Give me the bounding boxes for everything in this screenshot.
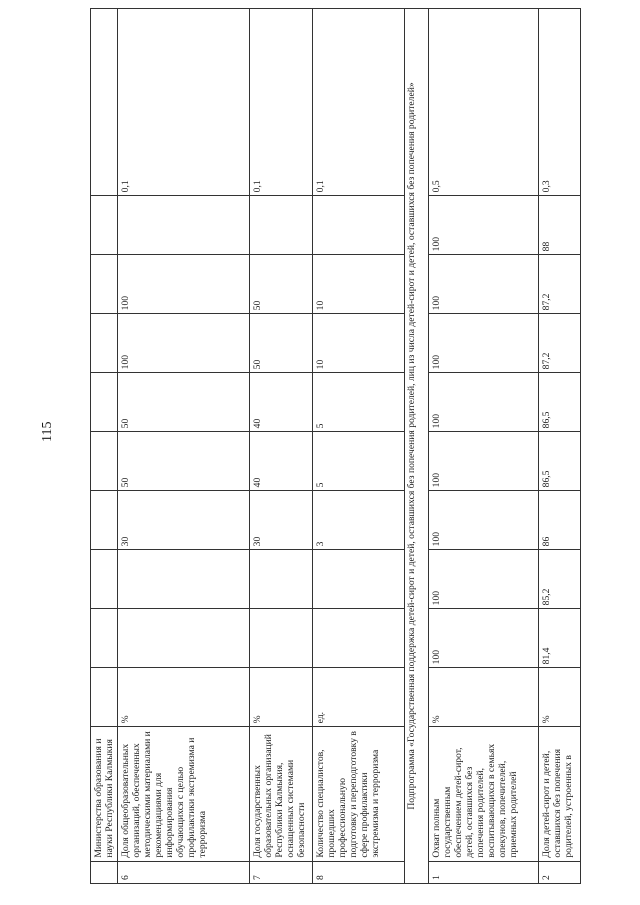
- value-cell: 40: [250, 373, 313, 432]
- table-row: [91, 9, 118, 884]
- value-cell: [118, 550, 250, 609]
- value-cell: 100: [118, 255, 250, 314]
- value-cell: 86,5: [539, 373, 581, 432]
- rotated-table-container: [90, 8, 575, 884]
- value-cell: 100: [118, 314, 250, 373]
- value-cell: 100: [429, 550, 539, 609]
- value-cell: 87,2: [539, 255, 581, 314]
- value-cell: [91, 432, 118, 491]
- value-cell: 100: [429, 314, 539, 373]
- value-cell: 81,4: [539, 609, 581, 668]
- value-cell: 50: [250, 314, 313, 373]
- indicator-name: Доля общеобразовательных организаций, обеспеченных методическими материалами и рекомендациями для информирования обучающихся с целью профилактики экстремизма и терроризма: [118, 727, 250, 861]
- value-cell: [118, 609, 250, 668]
- value-cell: 50: [118, 373, 250, 432]
- value-cell: 30: [250, 491, 313, 550]
- indicator-name: Доля государственных образовательных организаций Республики Калмыкия, оснащенных системами безопасности: [250, 727, 313, 861]
- subprogram-row: [405, 9, 429, 884]
- unit-cell: ед.: [313, 668, 405, 727]
- value-cell: [91, 373, 118, 432]
- value-cell: 100: [429, 609, 539, 668]
- table-row: [429, 9, 539, 884]
- value-cell: 100: [429, 491, 539, 550]
- value-cell: 87,2: [539, 314, 581, 373]
- value-cell: 100: [429, 432, 539, 491]
- value-cell: [91, 255, 118, 314]
- indicators-table: [90, 8, 581, 884]
- indicator-name: Количество специалистов, прошедших профессиональную подготовку и переподготовку в сфере профилактики экстремизма и терроризма: [313, 727, 405, 861]
- value-cell: 10: [313, 255, 405, 314]
- row-number: 8: [313, 861, 405, 883]
- value-cell: 3: [313, 491, 405, 550]
- table-row: [539, 9, 581, 884]
- value-cell: 5: [313, 373, 405, 432]
- value-cell: [313, 550, 405, 609]
- value-cell: 85,2: [539, 550, 581, 609]
- value-cell: [313, 196, 405, 255]
- value-cell: 5: [313, 432, 405, 491]
- value-cell: [250, 196, 313, 255]
- value-cell: 50: [250, 255, 313, 314]
- value-cell: [118, 196, 250, 255]
- value-cell: 30: [118, 491, 250, 550]
- unit-cell: [91, 668, 118, 727]
- weight-cell: 0,1: [313, 9, 405, 196]
- value-cell: 88: [539, 196, 581, 255]
- row-number: [91, 861, 118, 883]
- row-number: 6: [118, 861, 250, 883]
- value-cell: 86: [539, 491, 581, 550]
- table-row: [118, 9, 250, 884]
- unit-cell: %: [250, 668, 313, 727]
- value-cell: [91, 196, 118, 255]
- unit-cell: %: [429, 668, 539, 727]
- value-cell: 50: [118, 432, 250, 491]
- weight-cell: 0,3: [539, 9, 581, 196]
- row-number: 1: [429, 861, 539, 883]
- value-cell: 100: [429, 255, 539, 314]
- value-cell: 100: [429, 196, 539, 255]
- indicator-name: Доля детей-сирот и детей, оставшихся без попечения родителей, устроенных в: [539, 727, 581, 861]
- value-cell: 100: [429, 373, 539, 432]
- table-row: [250, 9, 313, 884]
- indicator-name: Охват полным государственным обеспечением детей-сирот, детей, оставшихся без попечения родителей, воспитывающихся в семьях опекунов, попечителей, приемных родителей: [429, 727, 539, 861]
- value-cell: [91, 491, 118, 550]
- weight-cell: 0,5: [429, 9, 539, 196]
- weight-cell: [91, 9, 118, 196]
- unit-cell: %: [539, 668, 581, 727]
- value-cell: 86,5: [539, 432, 581, 491]
- indicator-name: Министерства образования и науки Республики Калмыкия: [91, 727, 118, 861]
- row-number: 7: [250, 861, 313, 883]
- value-cell: [91, 609, 118, 668]
- value-cell: [91, 550, 118, 609]
- weight-cell: 0,1: [118, 9, 250, 196]
- value-cell: [91, 314, 118, 373]
- unit-cell: %: [118, 668, 250, 727]
- value-cell: 10: [313, 314, 405, 373]
- page-number: 115: [40, 421, 55, 442]
- value-cell: 40: [250, 432, 313, 491]
- table-row: [313, 9, 405, 884]
- weight-cell: 0,1: [250, 9, 313, 196]
- subprogram-title: Подпрограмма «Государственная поддержка детей-сирот и детей, оставшихся без попечения родителей, лиц из числа детей-сирот и детей, оставшихся без попечения родителей»: [405, 9, 429, 884]
- value-cell: [250, 609, 313, 668]
- value-cell: [313, 609, 405, 668]
- value-cell: [250, 550, 313, 609]
- row-number: 2: [539, 861, 581, 883]
